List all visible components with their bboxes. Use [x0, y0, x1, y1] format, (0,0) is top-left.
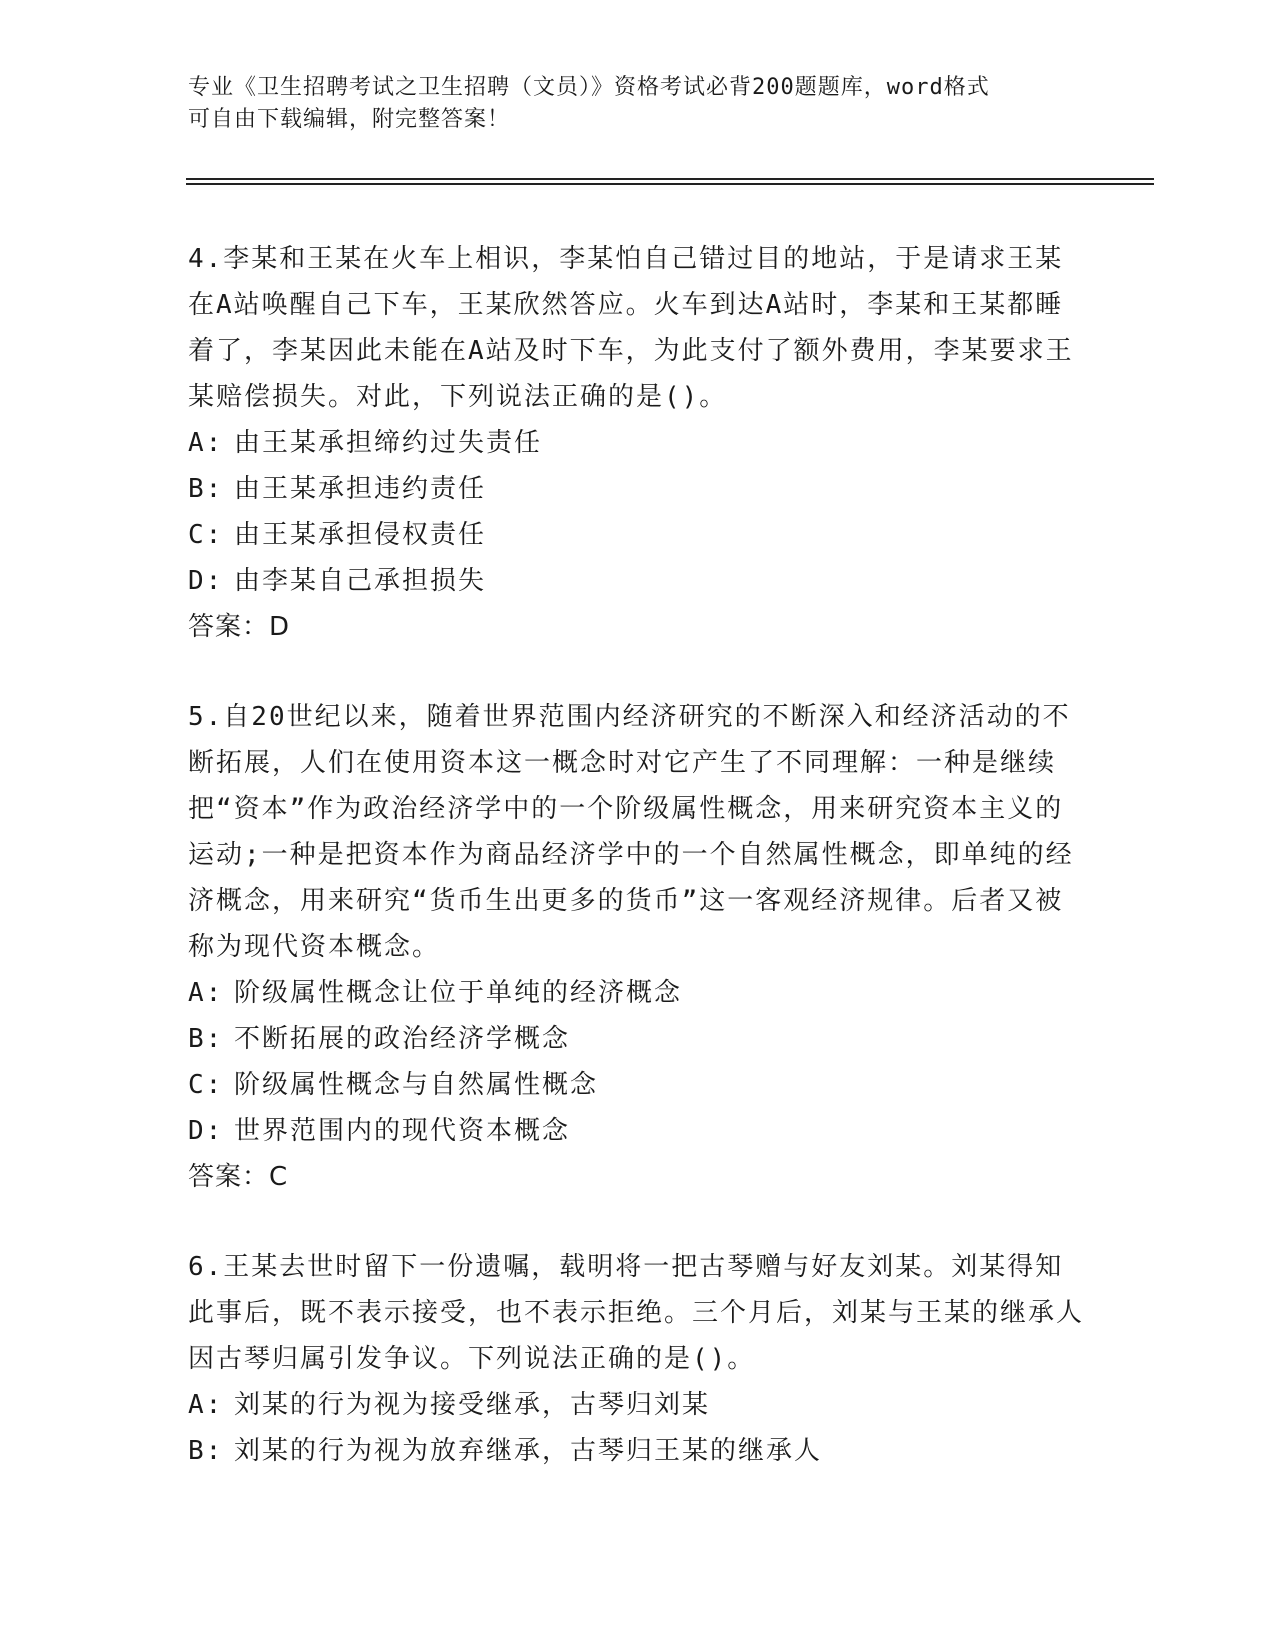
option-a [188, 420, 1088, 466]
option-text: 由王某承担违约责任 [234, 474, 487, 504]
question-6 [188, 1244, 1088, 1474]
question-5 [188, 694, 1088, 1200]
answer-line: 答案：C [188, 1162, 289, 1192]
header-divider-bottom [186, 183, 1154, 185]
option-letter: B: [188, 474, 224, 504]
option-letter: B: [188, 1024, 224, 1054]
header-divider-top [186, 178, 1154, 180]
question-stem: 5.自20世纪以来，随着世界范围内经济研究的不断深入和经济活动的不断拓展，人们在使用资本这一概念时对它产生了不同理解：一种是继续把“资本”作为政治经济学中的一个阶级属性概念，用来研究资本主义的运动;一种是把资本作为商品经济学中的一个自然属性概念，即单纯的经济概念，用来研究“货币生出更多的货币”这一客观经济规律。后者又被称为现代资本概念。 [188, 702, 1074, 962]
question-stem: 4.李某和王某在火车上相识，李某怕自己错过目的地站，于是请求王某在A站唤醒自己下车，王某欣然答应。火车到达A站时，李某和王某都睡着了，李某因此未能在A站及时下车，为此支付了额外费用，李某要求王某赔偿损失。对此，下列说法正确的是()。 [188, 244, 1074, 412]
option-d [188, 1108, 1088, 1154]
option-letter: D: [188, 566, 224, 596]
question-stem: 6.王某去世时留下一份遗嘱，载明将一把古琴赠与好友刘某。刘某得知此事后，既不表示接受，也不表示拒绝。三个月后，刘某与王某的继承人因古琴归属引发争议。下列说法正确的是()。 [188, 1252, 1085, 1374]
document-header [188, 72, 1068, 136]
option-c [188, 512, 1088, 558]
option-b [188, 466, 1088, 512]
option-text: 由王某承担侵权责任 [234, 520, 487, 550]
option-text: 刘某的行为视为接受继承，古琴归刘某 [234, 1390, 711, 1420]
option-d [188, 558, 1088, 604]
option-letter: A: [188, 978, 224, 1008]
option-b [188, 1428, 1088, 1474]
option-a [188, 970, 1088, 1016]
option-c [188, 1062, 1088, 1108]
option-letter: A: [188, 1390, 224, 1420]
header-line-1: 专业《卫生招聘考试之卫生招聘（文员）》资格考试必背200题题库，word格式 [188, 75, 990, 100]
option-text: 阶级属性概念与自然属性概念 [234, 1070, 599, 1100]
option-letter: C: [188, 520, 224, 550]
answer-line: 答案：D [188, 612, 291, 642]
option-text: 刘某的行为视为放弃继承，古琴归王某的继承人 [234, 1436, 823, 1466]
option-b [188, 1016, 1088, 1062]
option-letter: D: [188, 1116, 224, 1146]
option-letter: B: [188, 1436, 224, 1466]
option-text: 世界范围内的现代资本概念 [234, 1116, 571, 1146]
option-letter: A: [188, 428, 224, 458]
question-4 [188, 236, 1088, 650]
option-a [188, 1382, 1088, 1428]
question-list [188, 236, 1088, 1518]
option-text: 由王某承担缔约过失责任 [234, 428, 543, 458]
option-text: 不断拓展的政治经济学概念 [234, 1024, 571, 1054]
option-text: 由李某自己承担损失 [234, 566, 487, 596]
header-line-2: 可自由下载编辑，附完整答案！ [188, 107, 511, 132]
option-text: 阶级属性概念让位于单纯的经济概念 [234, 978, 683, 1008]
option-letter: C: [188, 1070, 224, 1100]
